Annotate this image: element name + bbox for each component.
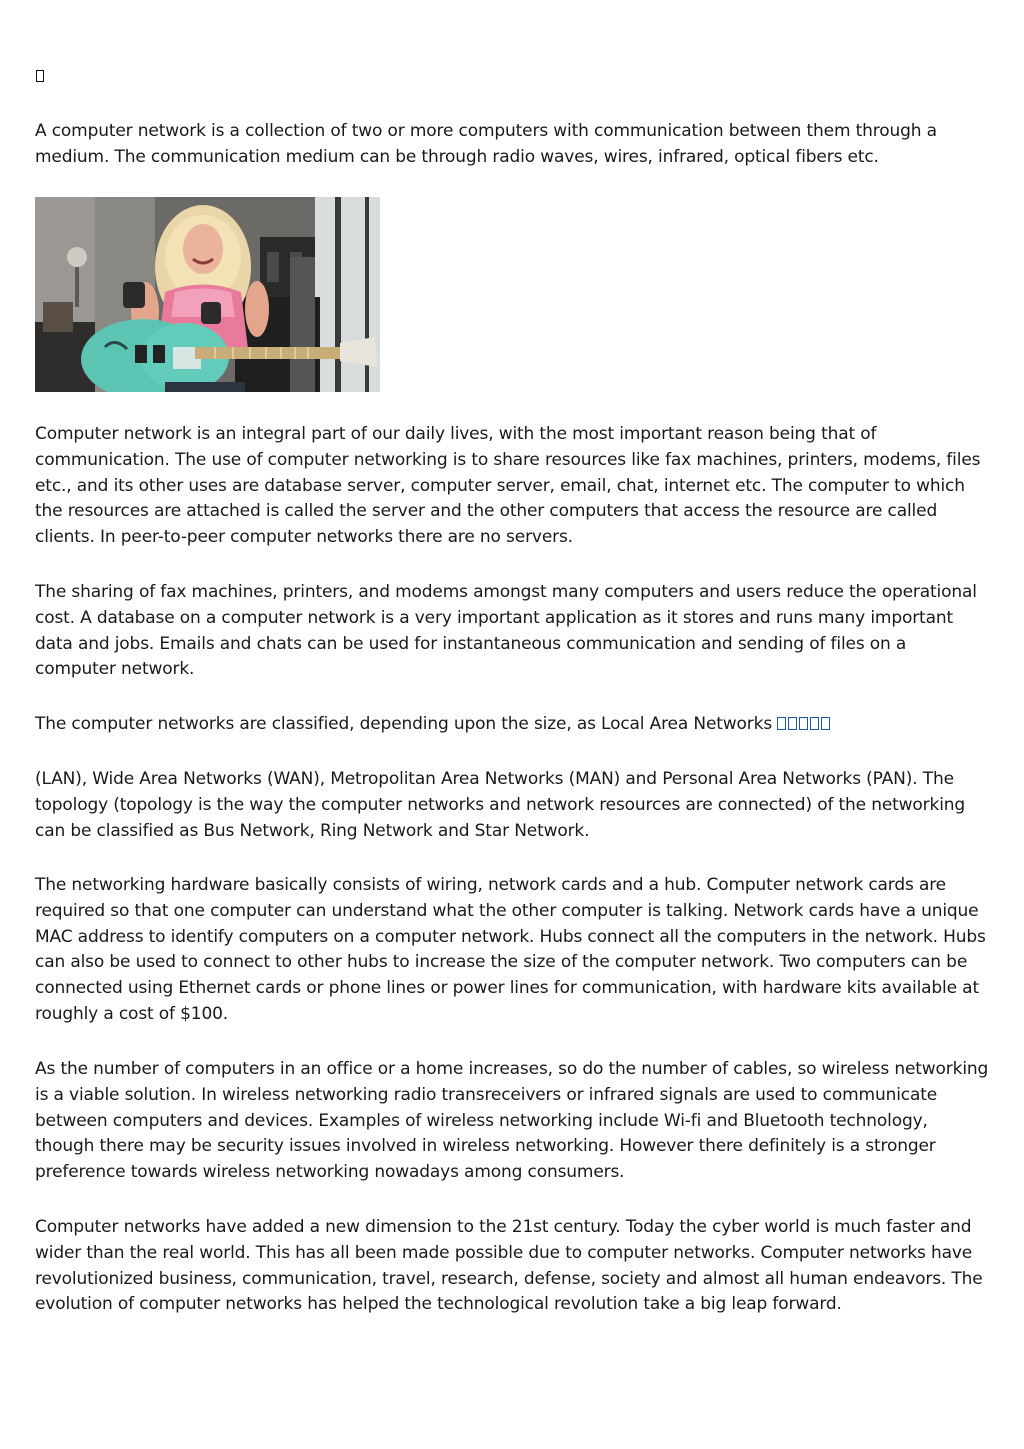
missing-glyph-icon — [777, 717, 786, 730]
woman-with-teal-guitar-photo — [35, 197, 380, 392]
paragraph-wireless: As the number of computers in an office or a home increases, so do the number of cables, so wireless networking is a viable solution. In wireless networking radio transreceivers or infrared signals are used to communicate between computers and devices. Examples of wireless networking include Wi-fi and Bluetooth technology, though there may be security issues involved in wireless networking. However there definitely is a stronger preference towards wireless networking nowadays among consumers. — [35, 1059, 989, 1183]
missing-glyph-icon — [36, 70, 44, 82]
inline-link[interactable] — [777, 714, 832, 734]
paragraph-classification — [35, 712, 990, 738]
paragraph-hardware: The networking hardware basically consists of wiring, network cards and a hub. Computer network cards are required so that one computer can understand what the other computer is talking. Network cards have a unique MAC address to identify computers on a computer network. Hubs connect all the computers in the network. Hubs can also be used to connect to other hubs to increase the size of the computer network. Two computers can be connected using Ethernet cards or phone lines or power lines for communication, with hardware kits available at roughly a cost of $100. — [35, 875, 986, 1024]
missing-glyph-icon — [799, 717, 808, 730]
paragraph-network-types: (LAN), Wide Area Networks (WAN), Metropolitan Area Networks (MAN) and Personal Area Networks (PAN). The topology (topology is the way the computer networks and network resources are connected) of the networking can be classified as Bus Network, Ring Network and Star Network. — [35, 769, 966, 841]
paragraph-sharing: The sharing of fax machines, printers, and modems amongst many computers and users reduce the operational cost. A database on a computer network is a very important application as it stores and runs many important data and jobs. Emails and chats can be used for instantaneous communication and sending of files on a computer network. — [35, 582, 977, 680]
paragraph-uses: Computer network is an integral part of our daily lives, with the most important reason being that of communication. The use of computer networking is to share resources like fax machines, printers, modems, files etc., and its other uses are database server, computer server, email, chat, internet etc. The computer to which the resources are attached is called the server and the other computers that access the resource are called clients. In peer-to-peer computer networks there are no servers. — [35, 424, 981, 548]
missing-glyph-icon — [821, 717, 830, 730]
missing-glyph-icon — [810, 717, 819, 730]
missing-glyph-icon — [788, 717, 797, 730]
paragraph-intro: A computer network is a collection of two or more computers with communication between them through a medium. The communication medium can be through radio waves, wires, infrared, optical fibers etc. — [35, 121, 937, 167]
classification-text: The computer networks are classified, depending upon the size, as Local Area Networks — [35, 714, 778, 734]
paragraph-conclusion: Computer networks have added a new dimension to the 21st century. Today the cyber world is much faster and wider than the real world. This has all been made possible due to computer networks. Computer networks have revolutionized business, communication, travel, research, defense, society and almost all human endeavors. The evolution of computer networks has helped the technological revolution take a big leap forward. — [35, 1217, 983, 1315]
